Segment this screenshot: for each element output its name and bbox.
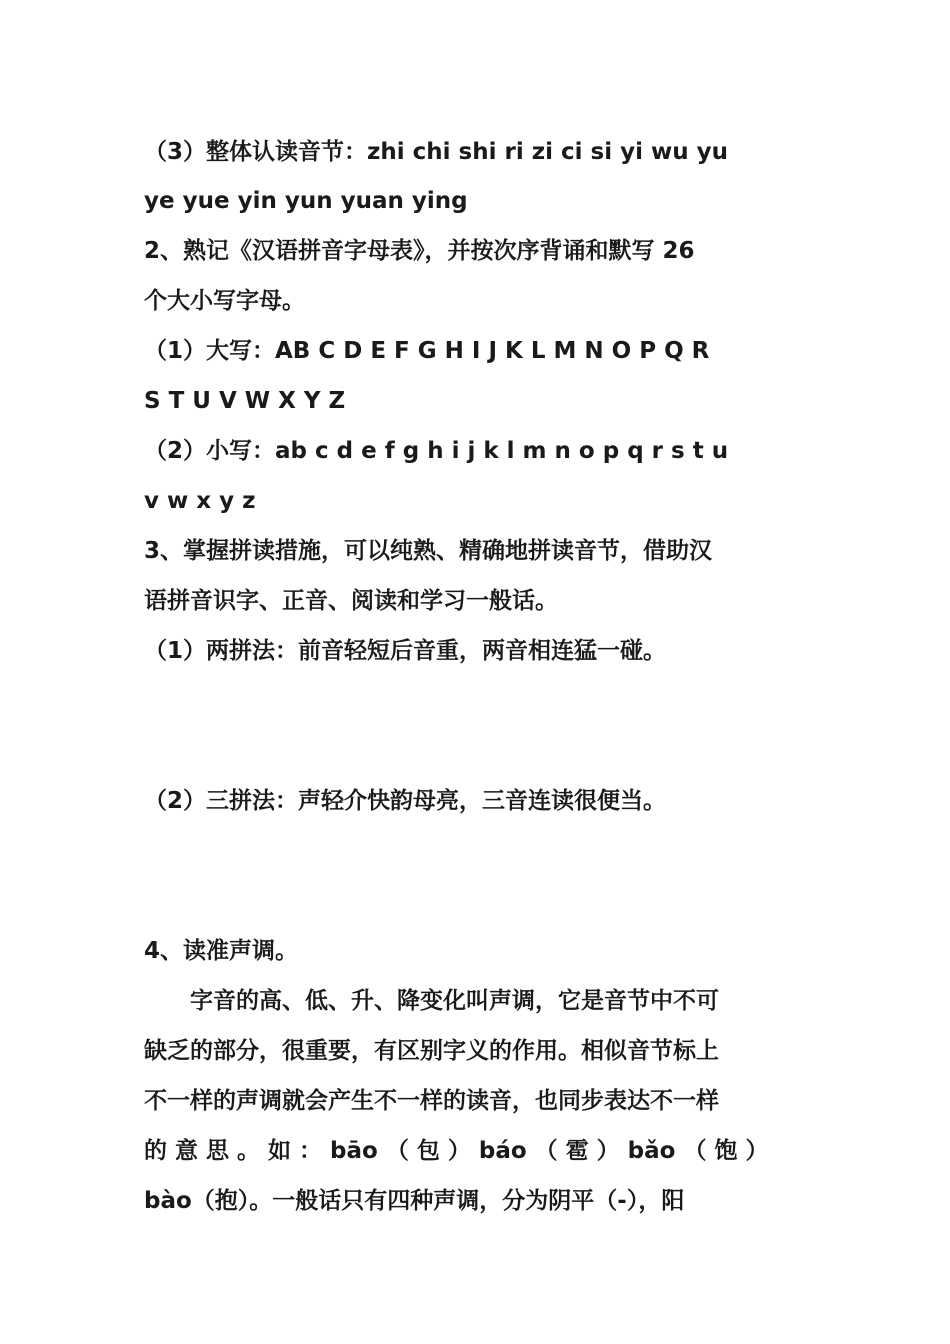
section-2-heading-line-1: 2、熟记《汉语拼音字母表》，并按次序背诵和默写 26	[144, 238, 695, 264]
tone-paragraph-line-4: 的 意 思 。 如 ： bāo （ 包 ） báo （ 雹 ） bǎo （ 饱 ）	[144, 1138, 769, 1164]
syllables-line-1: （3）整体认读音节：zhi chi shi ri zi ci si yi wu yu	[144, 139, 729, 165]
syllables-line-2: ye yue yin yun yuan ying	[144, 188, 468, 214]
two-pin-rule: （1）两拼法：前音轻短后音重，两音相连猛一碰。	[144, 638, 667, 664]
lowercase-line-2: v w x y z	[144, 488, 256, 514]
three-pin-rule: （2）三拼法：声轻介快韵母亮，三音连读很便当。	[144, 788, 667, 814]
tone-paragraph-line-2: 缺乏的部分，很重要，有区别字义的作用。相似音节标上	[144, 1038, 719, 1064]
tone-paragraph-line-1: 字音的高、低、升、降变化叫声调，它是音节中不可	[190, 988, 719, 1014]
section-3-heading-line-2: 语拼音识字、正音、阅读和学习一般话。	[144, 588, 558, 614]
tone-paragraph-line-3: 不一样的声调就会产生不一样的读音，也同步表达不一样	[144, 1088, 719, 1114]
uppercase-line-2: S T U V W X Y Z	[144, 388, 346, 414]
section-3-heading-line-1: 3、掌握拼读措施，可以纯熟、精确地拼读音节，借助汉	[144, 538, 713, 564]
section-4-heading: 4、读准声调。	[144, 938, 299, 964]
section-2-heading-line-2: 个大小写字母。	[144, 288, 305, 314]
tone-paragraph-line-5: bào（抱）。一般话只有四种声调，分为阴平（-），阳	[144, 1188, 685, 1214]
uppercase-line-1: （1）大写：AB C D E F G H I J K L M N O P Q R	[144, 338, 710, 364]
lowercase-line-1: （2）小写：ab c d e f g h i j k l m n o p q r s t u	[144, 438, 729, 464]
